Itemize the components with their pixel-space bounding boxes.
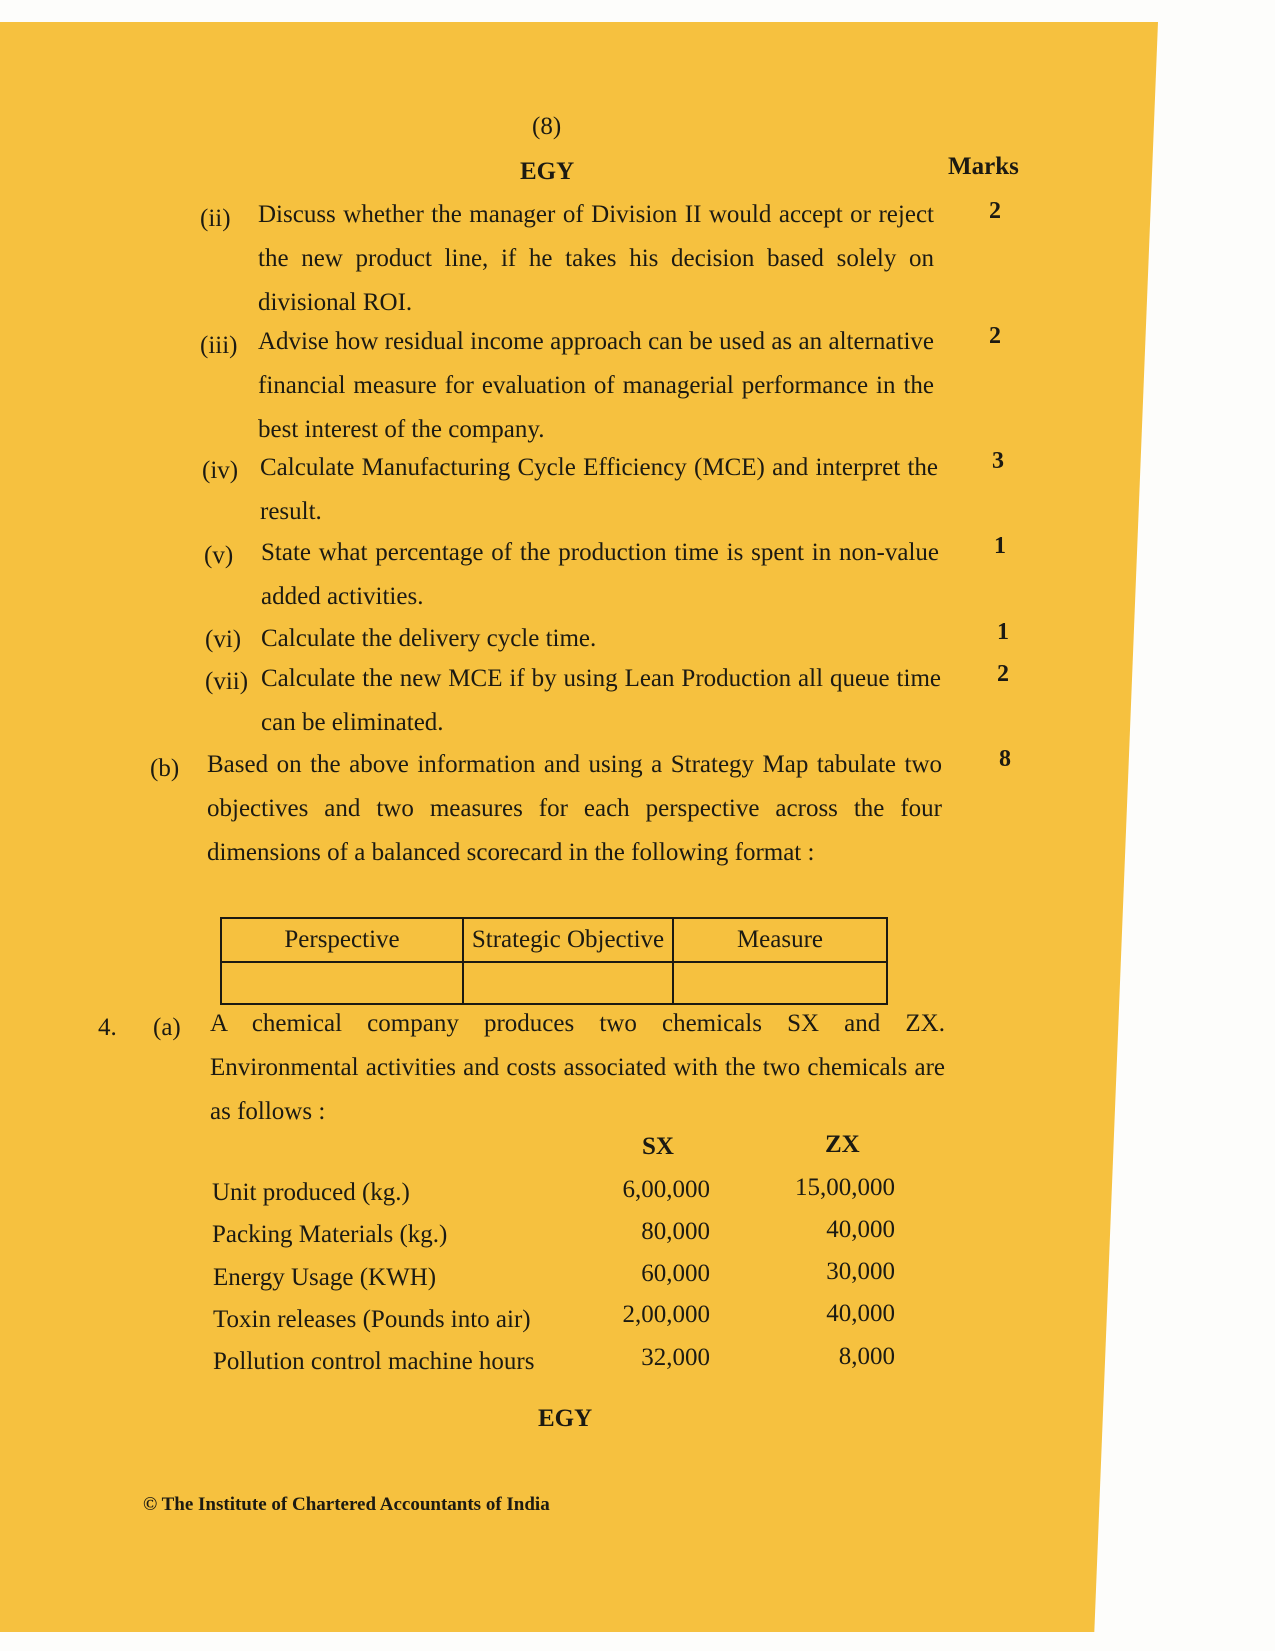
- paper-code: EGY: [520, 158, 575, 185]
- row-value-zx: 15,00,000: [795, 1174, 895, 1201]
- question-number: 4.: [98, 1014, 117, 1041]
- row-value-sx: 32,000: [641, 1344, 710, 1371]
- item-label: (iii): [200, 332, 238, 359]
- item-marks: 1: [997, 619, 1009, 645]
- row-label: Unit produced (kg.): [212, 1179, 410, 1206]
- column-header-zx: ZX: [825, 1131, 860, 1158]
- row-value-zx: 40,000: [826, 1300, 895, 1327]
- part-b-text: Based on the above information and using a Strategy Map tabulate two objectives and two measures for each perspective across the four dimensions of a balanced scorecard in the following format :: [207, 751, 942, 866]
- item-label: (iv): [202, 457, 239, 484]
- row-value-sx: 6,00,000: [622, 1176, 710, 1203]
- footer-paper-code: EGY: [538, 1405, 593, 1432]
- item-text: Calculate the delivery cycle time.: [261, 625, 597, 652]
- balanced-scorecard-table: [220, 917, 888, 1005]
- item-label: (vii): [205, 668, 249, 695]
- row-value-zx: 30,000: [826, 1258, 895, 1285]
- column-header-sx: SX: [642, 1133, 674, 1160]
- item-label: (vi): [205, 626, 242, 653]
- item-label: (ii): [200, 205, 231, 232]
- item-text: Discuss whether the manager of Division II would accept or reject the new product line, if he takes his decision based solely on divisional ROI.: [258, 201, 934, 316]
- item-marks: 2: [989, 323, 1001, 349]
- item-marks: 2: [997, 661, 1009, 687]
- row-value-zx: 40,000: [826, 1216, 895, 1243]
- item-marks: 3: [992, 448, 1004, 474]
- item-marks: 1: [994, 533, 1006, 559]
- row-label: Toxin releases (Pounds into air): [213, 1306, 531, 1333]
- table-header-strategic-objective: Strategic Objective: [463, 918, 673, 962]
- row-label: Energy Usage (KWH): [213, 1264, 437, 1291]
- question-part-label: (a): [153, 1014, 181, 1041]
- copyright-notice: © The Institute of Chartered Accountants of India: [143, 1494, 550, 1515]
- item-label: (v): [204, 542, 234, 569]
- item-text: Advise how residual income approach can be used as an alternative financial measure for evaluation of managerial performance in the best interest of the company.: [258, 328, 934, 443]
- row-label: Pollution control machine hours: [213, 1348, 535, 1375]
- part-b-label: (b): [150, 755, 180, 782]
- table-header-measure: Measure: [673, 918, 887, 962]
- table-cell-empty: [673, 962, 887, 1004]
- item-marks: 2: [989, 198, 1001, 224]
- item-text: Calculate Manufacturing Cycle Efficiency (MCE) and interpret the result.: [260, 454, 938, 525]
- table-cell-empty: [463, 962, 673, 1004]
- table-header-perspective: Perspective: [221, 918, 463, 962]
- row-value-sx: 60,000: [641, 1260, 710, 1287]
- row-value-zx: 8,000: [838, 1343, 895, 1370]
- question-text: A chemical company produces two chemicals SX and ZX. Environmental activities and costs associated with the two chemicals are as follows :: [210, 1010, 945, 1125]
- row-value-sx: 2,00,000: [622, 1301, 710, 1328]
- item-text: Calculate the new MCE if by using Lean Production all queue time can be eliminated.: [261, 665, 941, 736]
- table-cell-empty: [221, 962, 463, 1004]
- row-value-sx: 80,000: [641, 1218, 710, 1245]
- page-number: (8): [532, 113, 562, 140]
- item-text: State what percentage of the production time is spent in non-value added activities.: [261, 539, 939, 610]
- part-b-marks: 8: [999, 746, 1011, 772]
- marks-heading: Marks: [948, 153, 1019, 180]
- row-label: Packing Materials (kg.): [212, 1221, 448, 1248]
